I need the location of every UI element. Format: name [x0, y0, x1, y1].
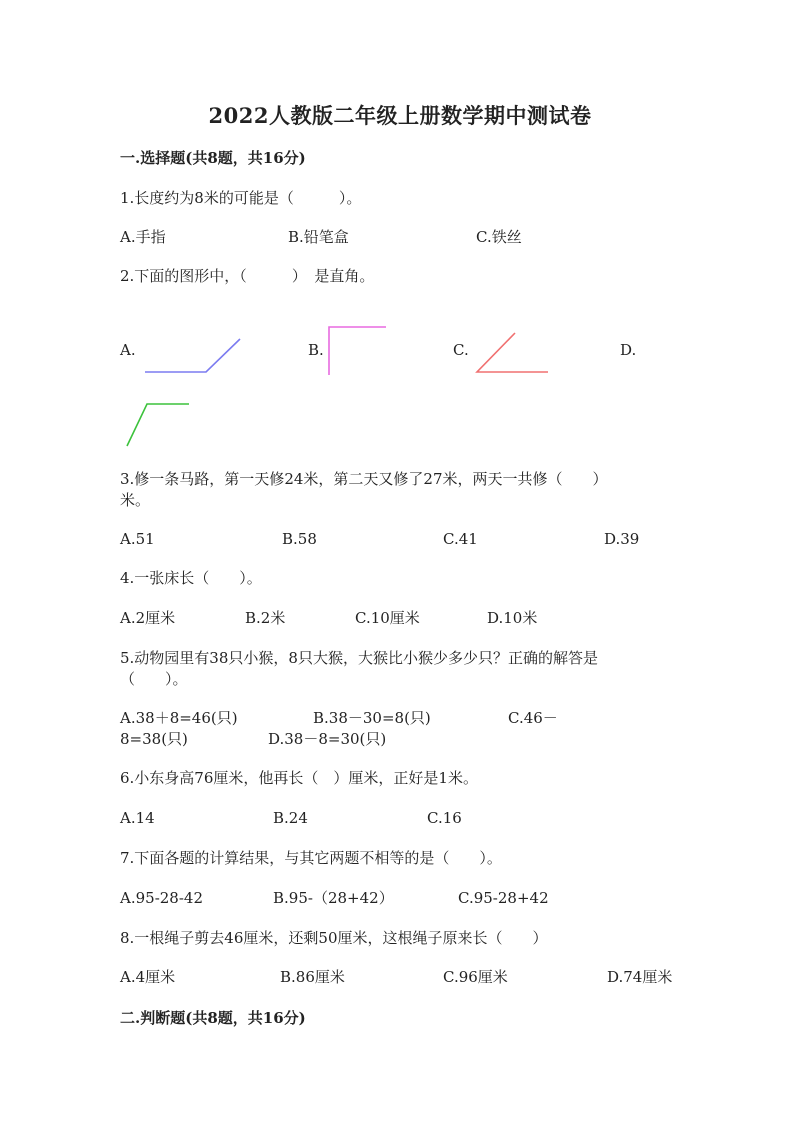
- question-6-option-b: B.24: [273, 809, 308, 827]
- question-1-option-b: B.铅笔盒: [288, 228, 349, 246]
- question-7-stem: 7.下面各题的计算结果，与其它两题不相等的是（ ）。: [120, 849, 502, 867]
- question-4-option-c: C.10厘米: [355, 609, 420, 627]
- question-2-option-d: D.: [620, 341, 637, 359]
- section-heading-judgment: 二.判断题(共8题，共16分): [120, 1009, 306, 1027]
- question-5-stem-line2: （ ）。: [120, 670, 188, 688]
- angle-a-lines: [145, 339, 240, 372]
- question-3-option-c: C.41: [443, 530, 478, 548]
- page-title: 2022人教版二年级上册数学期中测试卷: [208, 103, 592, 128]
- question-5-option-c-part1: C.46－: [508, 709, 558, 727]
- question-1-stem: 1.长度约为8米的可能是（ ）。: [120, 189, 362, 207]
- question-8-option-c: C.96厘米: [443, 968, 508, 986]
- angle-figure-c: [472, 330, 552, 378]
- angle-d-lines: [127, 404, 189, 446]
- question-2-option-c: C.: [453, 341, 469, 359]
- question-4-option-a: A.2厘米: [120, 609, 176, 627]
- question-1-option-a: A.手指: [120, 228, 166, 246]
- question-2-option-a: A.: [120, 341, 136, 359]
- question-6-option-c: C.16: [427, 809, 462, 827]
- question-7-option-b: B.95-（28+42）: [273, 889, 394, 907]
- question-5-option-a: A.38＋8=46(只): [120, 709, 238, 727]
- question-3-option-a: A.51: [120, 530, 155, 548]
- question-8-option-d: D.74厘米: [607, 968, 673, 986]
- question-3-stem-line1: 3.修一条马路，第一天修24米，第二天又修了27米，两天一共修（ ）: [120, 470, 608, 488]
- question-3-option-b: B.58: [282, 530, 317, 548]
- question-2-option-b: B.: [308, 341, 324, 359]
- question-7-option-a: A.95-28-42: [120, 889, 203, 907]
- angle-figure-d: [122, 398, 194, 450]
- question-6-stem: 6.小东身高76厘米，他再长（ ）厘米，正好是1米。: [120, 769, 478, 787]
- question-8-option-a: A.4厘米: [120, 968, 176, 986]
- angle-c-lines: [477, 333, 548, 372]
- question-5-stem-line1: 5.动物园里有38只小猴，8只大猴，大猴比小猴少多少只？正确的解答是: [120, 649, 598, 667]
- question-6-option-a: A.14: [120, 809, 155, 827]
- question-8-option-b: B.86厘米: [280, 968, 345, 986]
- question-4-option-d: D.10米: [487, 609, 538, 627]
- question-1-option-c: C.铁丝: [476, 228, 522, 246]
- question-5-option-b: B.38－30=8(只): [313, 709, 431, 727]
- angle-b-lines: [329, 327, 386, 375]
- question-2-stem: 2.下面的图形中，（ ） 是直角。: [120, 267, 375, 285]
- question-3-option-d: D.39: [604, 530, 640, 548]
- question-8-stem: 8.一根绳子剪去46厘米，还剩50厘米，这根绳子原来长（ ）: [120, 929, 548, 947]
- question-7-option-c: C.95-28+42: [458, 889, 549, 907]
- question-4-stem: 4.一张床长（ ）。: [120, 569, 262, 587]
- question-5-option-c-part2: 8=38(只): [120, 730, 188, 748]
- question-3-stem-line2: 米。: [120, 491, 151, 509]
- angle-figure-a: [140, 333, 245, 378]
- angle-figure-b: [322, 322, 392, 378]
- question-4-option-b: B.2米: [245, 609, 286, 627]
- section-heading-choice: 一.选择题(共8题，共16分): [120, 149, 306, 167]
- question-5-option-d: D.38－8=30(只): [268, 730, 387, 748]
